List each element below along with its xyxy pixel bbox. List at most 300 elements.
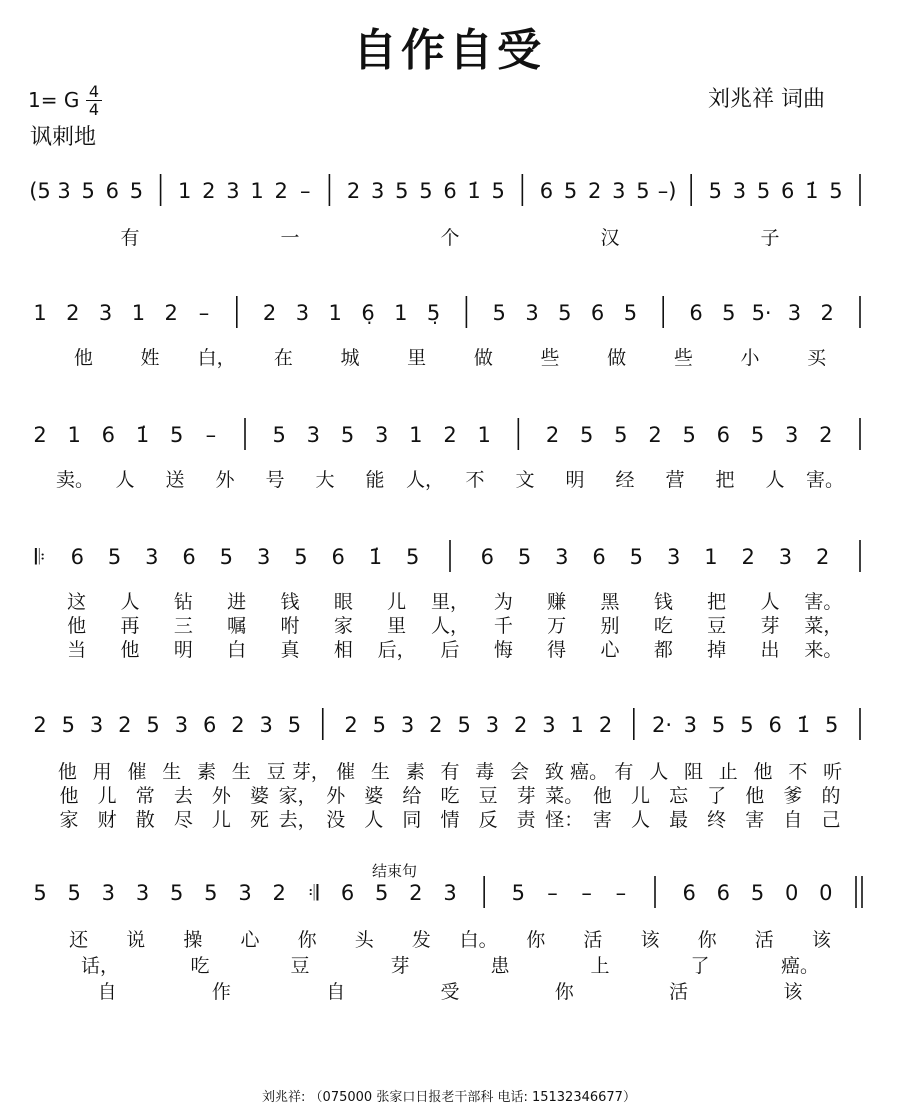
lyric-char: 常 <box>135 785 155 807</box>
note: 3 <box>784 423 799 447</box>
note: 5 <box>614 423 628 447</box>
lyric-char: 文 <box>515 469 535 491</box>
note: 6 <box>101 423 116 447</box>
lyric-char: 芽 <box>390 955 410 977</box>
note: 5 <box>294 545 308 569</box>
note: 2 <box>588 179 602 203</box>
note: 5 <box>67 881 81 905</box>
note: 5 <box>756 179 771 203</box>
lyric-char: 害。 <box>804 591 843 613</box>
lyric-char: 外 <box>326 785 346 807</box>
note: 3 <box>778 545 793 569</box>
note: 3 <box>101 881 116 905</box>
lyric-char: 黑 <box>600 591 620 613</box>
lyric-char: 话， <box>80 955 120 977</box>
note: 6 <box>590 301 605 325</box>
note: 5 <box>287 713 302 737</box>
lyric-char: 家 <box>333 615 353 637</box>
lyric-char: 人， <box>405 469 445 491</box>
note: 1̇ <box>467 179 481 203</box>
note: 6 <box>689 301 703 325</box>
note: 2· <box>652 713 673 737</box>
note: 6 <box>716 423 731 447</box>
note: 3 <box>370 179 385 203</box>
note: 3 <box>174 713 189 737</box>
note: 6 <box>340 881 355 905</box>
lyric-char: 儿 <box>387 591 407 613</box>
lyric-char: 买 <box>807 347 827 369</box>
note: 5 <box>722 301 736 325</box>
lyric-char: 致 <box>544 761 564 783</box>
lyric-char: 白， <box>197 347 236 369</box>
lyric-char: 人 <box>120 591 140 613</box>
note: 5 <box>740 713 754 737</box>
lyric-char: 姓 <box>140 347 160 369</box>
lyric-char: 去 <box>173 785 193 807</box>
lyric-char: 人 <box>630 809 650 831</box>
lyric-char: 你 <box>697 929 717 951</box>
lyric-char: 有 <box>614 761 634 783</box>
lyric-char: 会 <box>510 761 530 783</box>
note: 2 <box>274 179 288 203</box>
lyric-char: 出 <box>760 639 780 661</box>
lyric-char: 相 <box>333 639 353 661</box>
note: 2 <box>66 301 80 325</box>
lyric-char: 他 <box>73 347 93 369</box>
note: – <box>547 881 558 905</box>
note: 2 <box>443 423 457 447</box>
lyric-char: 吃 <box>190 955 210 977</box>
note: 5 <box>750 423 765 447</box>
lyric-char: 明 <box>173 639 193 661</box>
lyric-char: 作 <box>211 981 231 1003</box>
lyric-char: 进 <box>227 591 247 613</box>
lyric-char: 生 <box>231 761 251 783</box>
tempo-mark: 讽刺地 <box>30 125 97 150</box>
lyric-char: 子 <box>760 227 780 249</box>
lyric-char: 素 <box>405 761 425 783</box>
lyric-char: 家 <box>59 809 79 831</box>
lyric-char: 咐 <box>280 615 300 637</box>
lyric-char: 反 <box>478 809 498 831</box>
lyric-char: 外 <box>215 469 235 491</box>
note: 5 <box>825 713 839 737</box>
lyric-char: 没 <box>326 809 346 831</box>
lyric-char: 心 <box>240 929 260 951</box>
note: 2 <box>33 423 47 447</box>
note: 5 <box>81 179 95 203</box>
note: 5 <box>340 423 355 447</box>
note: 1 <box>67 423 81 447</box>
lyric-char: 来。 <box>804 639 843 661</box>
lyric-char: 他 <box>592 785 612 807</box>
lyric-char: 家， <box>278 785 317 807</box>
lyric-char: 儿 <box>211 809 231 831</box>
lyric-char: 催 <box>336 761 356 783</box>
lyric-char: 再 <box>120 615 140 637</box>
note: 3 <box>666 545 681 569</box>
lyric-char: 婆 <box>250 785 270 807</box>
lyric-char: 做 <box>607 347 627 369</box>
note: – <box>581 881 592 905</box>
note: 3 <box>238 881 252 905</box>
note: 5 <box>169 881 184 905</box>
note: 3 <box>400 713 415 737</box>
lyric-char: 自 <box>326 981 346 1003</box>
lyric-char: 里 <box>407 347 427 369</box>
note: 2 <box>164 301 178 325</box>
lyric-char: 吃 <box>440 785 460 807</box>
key-signature: 1= G <box>28 88 80 112</box>
lyric-char: 的 <box>821 785 841 807</box>
note: 3 <box>256 545 271 569</box>
lyric-char: 受 <box>440 981 460 1003</box>
lyric-char: 去， <box>278 809 317 831</box>
note: 1̇ <box>805 179 819 203</box>
lyric-char: 尽 <box>173 809 193 831</box>
lyric-char: 他 <box>67 615 87 637</box>
note: 5 <box>272 423 286 447</box>
note: 2 <box>429 713 443 737</box>
lyric-char: 婆 <box>364 785 384 807</box>
lyric-char: 他 <box>120 639 140 661</box>
note: 0 <box>819 881 833 905</box>
lyric-char: 有 <box>120 227 140 249</box>
lyric-char: 眼 <box>333 591 353 613</box>
lyric-char: 责 <box>516 809 536 831</box>
lyric-char: 后 <box>440 639 460 661</box>
lyric-char: 些 <box>540 347 560 369</box>
lyric-char: 做 <box>473 347 493 369</box>
note: 5 <box>491 179 505 203</box>
lyric-char: 己 <box>821 809 841 831</box>
note: 2 <box>272 881 286 905</box>
note: 3 <box>555 545 569 569</box>
note: 5 <box>629 545 644 569</box>
note: 2 <box>820 301 834 325</box>
lyric-char: 自 <box>783 809 803 831</box>
lyric-char: 号 <box>265 469 285 491</box>
lyric-char: 大 <box>315 469 335 491</box>
lyric-char: 豆 <box>290 955 310 977</box>
note: 5̣ <box>426 301 441 325</box>
lyric-char: 经 <box>615 469 635 491</box>
lyric-char: 催 <box>127 761 147 783</box>
lyric-char: 心 <box>600 639 620 661</box>
note: 5 <box>61 713 75 737</box>
note: 1 <box>178 179 192 203</box>
lyric-char: 生 <box>162 761 182 783</box>
lyric-char: 人， <box>430 615 470 637</box>
note: 5 <box>374 881 389 905</box>
lyric-char: 用 <box>92 761 112 783</box>
note: 5· <box>751 301 772 325</box>
lyric-char: 菜。 <box>545 785 584 807</box>
lyric-char: 发 <box>411 929 431 951</box>
note: 3 <box>485 713 500 737</box>
note: 5 <box>579 423 594 447</box>
lyric-char: 给 <box>402 785 422 807</box>
lyric-char: 人 <box>649 761 669 783</box>
note: 6 <box>331 545 345 569</box>
lyric-char: 该 <box>640 929 660 951</box>
lyric-char: 毒 <box>475 761 495 783</box>
lyric-char: 他 <box>59 785 79 807</box>
note: – <box>198 301 210 325</box>
lyric-char: 儿 <box>630 785 650 807</box>
lyric-char: 能 <box>365 469 385 491</box>
note: 2 <box>598 713 613 737</box>
note: – <box>300 179 311 203</box>
lyric-char: 死 <box>250 809 270 831</box>
note: 6 <box>105 179 120 203</box>
note: 3 <box>57 179 71 203</box>
lyric-char: 忘 <box>669 785 689 807</box>
lyric-char: 还 <box>69 929 89 951</box>
lyric-char: 后， <box>377 639 416 661</box>
note: 5 <box>682 423 696 447</box>
lyric-char: 白 <box>227 639 247 661</box>
note: 6 <box>539 179 554 203</box>
note: 3 <box>295 301 310 325</box>
note: 3 <box>612 179 626 203</box>
note: 5 <box>372 713 386 737</box>
lyric-char: 豆 <box>266 761 286 783</box>
lyric-char: 害。 <box>805 469 845 491</box>
lyric-char: 千 <box>493 615 513 637</box>
lyric-char: 在 <box>273 347 293 369</box>
lyric-char: 当 <box>67 639 87 661</box>
note: 1 <box>409 423 423 447</box>
lyric-char: 不 <box>788 761 808 783</box>
lyric-char: 钻 <box>173 591 193 613</box>
note: 5 <box>204 881 218 905</box>
note: 5 <box>169 423 184 447</box>
lyric-char: 听 <box>823 761 843 783</box>
note: 3 <box>259 713 273 737</box>
lyric-char: 里 <box>387 615 407 637</box>
note: 2 <box>344 713 358 737</box>
lyric-char: 害 <box>745 809 765 831</box>
note: 𝄆 <box>34 545 46 569</box>
lyric-char: 该 <box>783 981 803 1003</box>
note: 1 <box>328 301 342 325</box>
note: 6 <box>182 545 196 569</box>
note: 5 <box>419 179 433 203</box>
lyric-char: 素 <box>197 761 217 783</box>
note: 6 <box>780 179 795 203</box>
lyric-char: 掉 <box>707 639 727 661</box>
note: 5 <box>623 301 638 325</box>
lyric-char: 菜， <box>804 615 843 637</box>
footer-contact: 刘兆祥: （075000 张家口日报老干部科 电话: 15132346677） <box>262 1090 636 1105</box>
lyric-char: 他 <box>57 761 77 783</box>
lyric-char: 头 <box>354 929 374 951</box>
lyric-char: 生 <box>370 761 390 783</box>
note: 6 <box>480 545 494 569</box>
note: 5 <box>219 545 234 569</box>
lyric-char: 上 <box>590 955 610 977</box>
lyric-char: 城 <box>340 347 360 369</box>
lyric-char: 别 <box>600 615 620 637</box>
lyric-char: 活 <box>583 929 603 951</box>
lyric-char: 害 <box>592 809 612 831</box>
note: 3 <box>787 301 802 325</box>
lyric-char: 卖。 <box>55 469 95 491</box>
lyric-char: 钱 <box>280 591 300 613</box>
lyric-char: 癌。 <box>570 761 609 783</box>
note: 2 <box>409 881 423 905</box>
note: – <box>205 423 217 447</box>
note: 5 <box>146 713 160 737</box>
lyric-char: 同 <box>402 809 422 831</box>
note: 3 <box>89 713 104 737</box>
note: 2 <box>545 423 560 447</box>
note: 2 <box>346 179 361 203</box>
note: –) <box>657 179 677 203</box>
lyric-char: 得 <box>547 639 567 661</box>
lyric-char: 你 <box>526 929 546 951</box>
lyric-char: 你 <box>554 981 574 1003</box>
lyric-char: 操 <box>183 929 203 951</box>
lyric-char: 送 <box>165 469 185 491</box>
note: 1 <box>250 179 264 203</box>
lyric-char: 把 <box>707 591 727 613</box>
lyric-char: 芽， <box>291 761 330 783</box>
note: 1̇ <box>368 545 383 569</box>
lyric-char: 了 <box>690 955 710 977</box>
lyric-char: 为 <box>493 591 513 613</box>
note: 6 <box>682 881 696 905</box>
lyric-char: 儿 <box>97 785 117 807</box>
lyric-char: 散 <box>135 809 155 831</box>
lyric-char: 自 <box>97 981 117 1003</box>
ending-marker: 结束句 <box>372 862 418 880</box>
note: 6̣ <box>361 301 375 325</box>
note: 5 <box>129 179 144 203</box>
note: 0 <box>784 881 799 905</box>
lyric-char: 都 <box>653 639 673 661</box>
lyric-char: 三 <box>173 615 193 637</box>
lyric-char: 情 <box>440 809 460 831</box>
lyric-char: 豆 <box>478 785 498 807</box>
lyric-char: 怪： <box>545 809 584 831</box>
lyric-char: 该 <box>811 929 831 951</box>
note: 5 <box>511 881 526 905</box>
lyric-char: 活 <box>754 929 774 951</box>
lyric-char: 吃 <box>653 615 673 637</box>
note: 1 <box>394 301 408 325</box>
note: – <box>615 881 627 905</box>
lyric-char: 人 <box>765 469 785 491</box>
note: 6 <box>768 713 782 737</box>
note: 6 <box>202 713 217 737</box>
note: 2 <box>118 713 132 737</box>
note: 2 <box>231 713 245 737</box>
note: 2 <box>648 423 662 447</box>
note: 2 <box>262 301 277 325</box>
time-signature-bottom: 4 <box>88 100 100 119</box>
song-title: 自作自受 <box>353 25 545 76</box>
lyric-char: 个 <box>440 227 460 249</box>
note: 3 <box>732 179 747 203</box>
note: 3 <box>525 301 539 325</box>
lyric-char: 他 <box>753 761 773 783</box>
note: 2 <box>816 545 830 569</box>
note: 5 <box>107 545 122 569</box>
note: 5 <box>406 545 420 569</box>
lyric-char: 芽 <box>516 785 536 807</box>
lyric-char: 人 <box>364 809 384 831</box>
note: 2 <box>33 713 47 737</box>
lyric-char: 爹 <box>783 785 803 807</box>
lyric-char: 汉 <box>600 227 620 249</box>
lyric-char: 终 <box>707 809 727 831</box>
lyric-char: 一 <box>280 227 300 249</box>
note: 3 <box>98 301 113 325</box>
lyric-char: 钱 <box>653 591 673 613</box>
note: 5 <box>457 713 471 737</box>
note: 5 <box>563 179 578 203</box>
note: 3 <box>374 423 389 447</box>
author-credit: 刘兆祥 词曲 <box>708 87 825 112</box>
lyric-char: 阻 <box>683 761 703 783</box>
lyric-char: 患 <box>490 955 510 977</box>
note: 𝄇 <box>308 881 319 905</box>
lyric-char: 小 <box>740 347 760 369</box>
lyric-char: 里， <box>430 591 470 613</box>
note: 6 <box>443 179 457 203</box>
note: 3 <box>542 713 556 737</box>
note: 5 <box>750 881 765 905</box>
note: 2 <box>819 423 833 447</box>
lyric-char: 最 <box>669 809 689 831</box>
lyric-char: 不 <box>465 469 485 491</box>
note: 1 <box>131 301 146 325</box>
note: 3 <box>145 545 159 569</box>
note: 1 <box>477 423 491 447</box>
note: 1 <box>33 301 47 325</box>
lyric-char: 把 <box>715 469 735 491</box>
lyric-char: 了 <box>707 785 727 807</box>
lyric-char: 白。 <box>459 929 498 951</box>
note: 3 <box>443 881 457 905</box>
note: 3 <box>683 713 698 737</box>
note: 1 <box>570 713 584 737</box>
note: 1̇ <box>796 713 811 737</box>
note: 5 <box>33 881 47 905</box>
lyric-char: 万 <box>547 615 567 637</box>
time-signature-top: 4 <box>88 82 100 101</box>
lyric-char: 他 <box>745 785 765 807</box>
note: 3 <box>226 179 240 203</box>
note: 5 <box>829 179 843 203</box>
lyric-char: 悔 <box>493 639 513 661</box>
lyric-char: 赚 <box>547 591 567 613</box>
note: 5 <box>711 713 726 737</box>
note: 5 <box>395 179 409 203</box>
lyric-char: 说 <box>126 929 146 951</box>
lyric-char: 营 <box>665 469 685 491</box>
lyric-char: 癌。 <box>780 955 820 977</box>
lyric-char: 些 <box>673 347 693 369</box>
note: (5 <box>29 179 51 203</box>
lyric-char: 真 <box>280 639 300 661</box>
note: 2 <box>741 545 755 569</box>
note: 5 <box>636 179 650 203</box>
note: 1 <box>704 545 718 569</box>
lyric-char: 财 <box>97 809 117 831</box>
